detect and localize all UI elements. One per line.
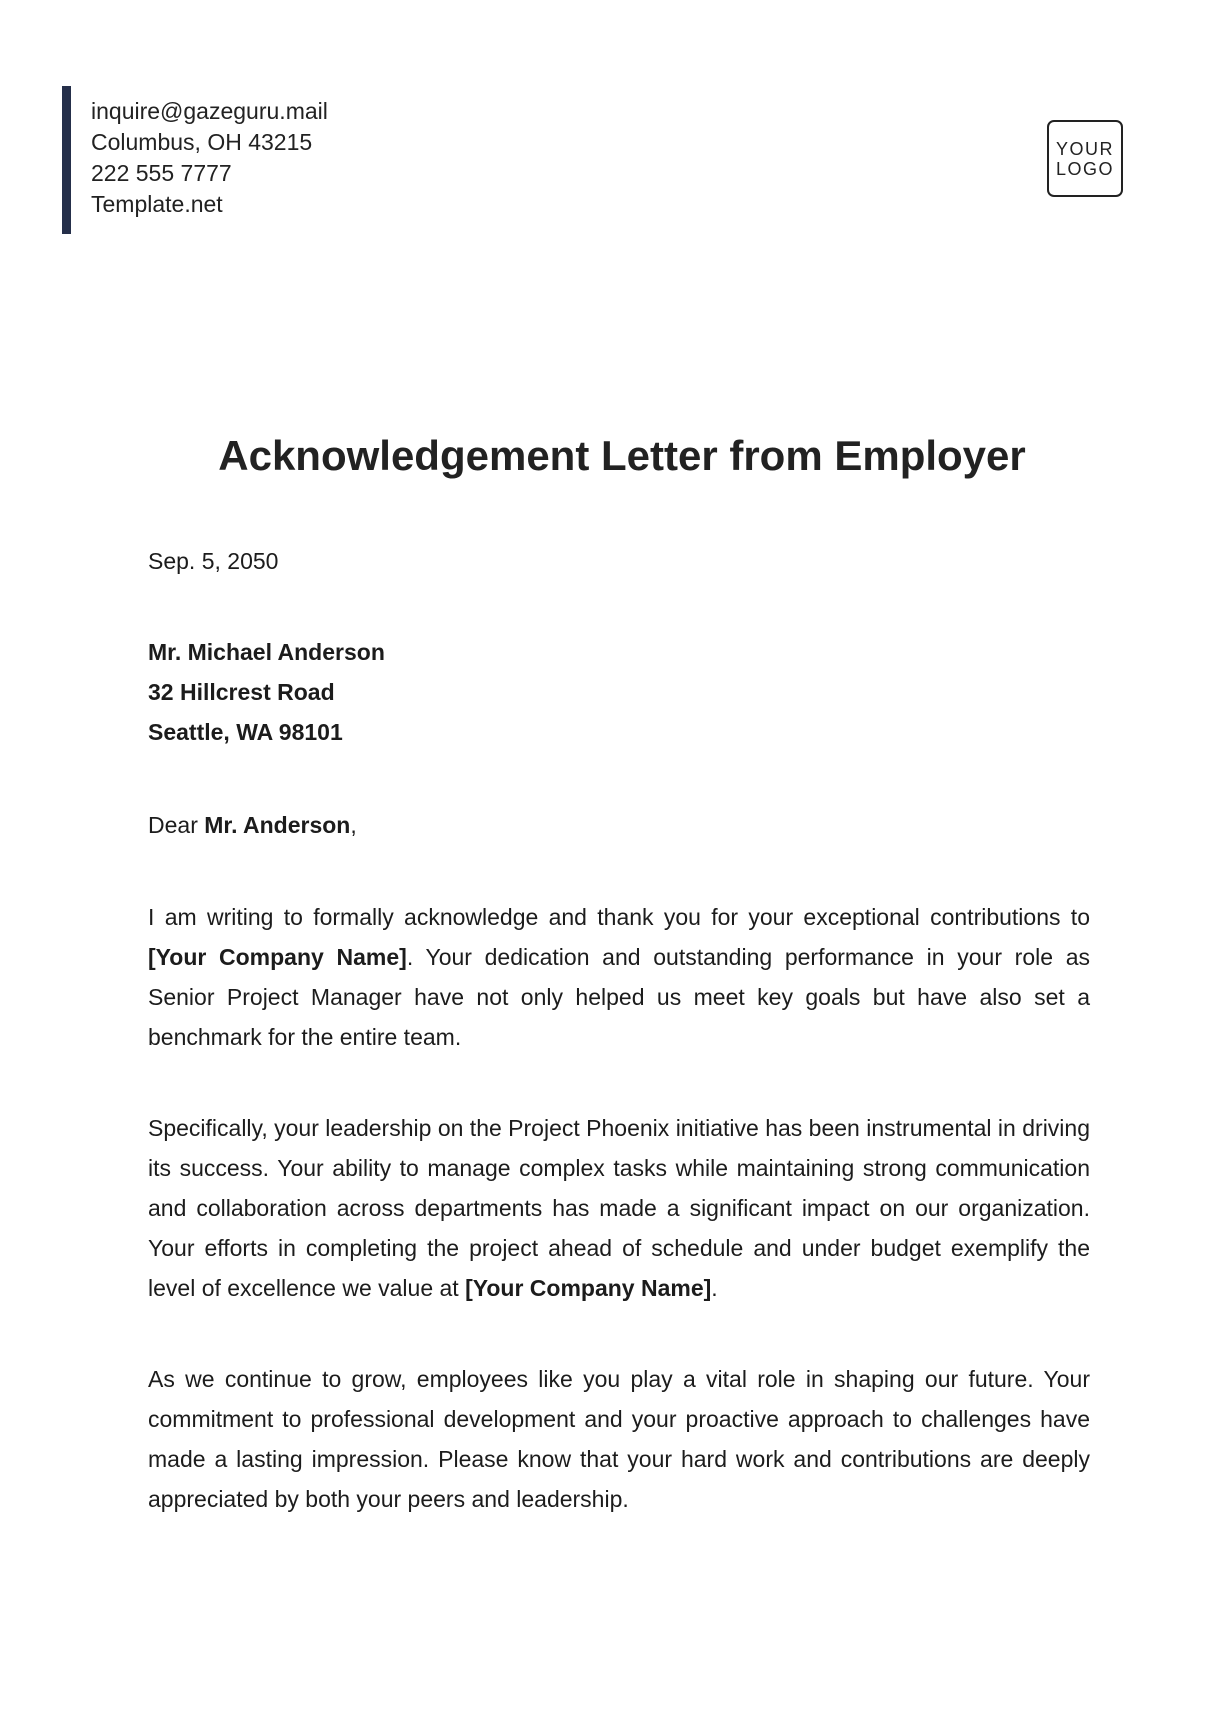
contact-phone: 222 555 7777 bbox=[91, 160, 232, 186]
company-name-placeholder: [Your Company Name] bbox=[148, 944, 407, 970]
paragraph-1 bbox=[148, 897, 1090, 1057]
paragraph-3-text: As we continue to grow, employees like you play a vital role in shaping our future. Your commitment to professional development and your proactive approach to challenges have made a lasting impression. Please know that your hard work and contributions are deeply appreciated by both your peers and leadership. bbox=[148, 1366, 1090, 1512]
letter-date: Sep. 5, 2050 bbox=[148, 548, 279, 574]
letter-title: Acknowledgement Letter from Employer bbox=[218, 432, 1026, 479]
salutation-suffix: , bbox=[350, 812, 357, 838]
company-name-placeholder: [Your Company Name] bbox=[465, 1275, 712, 1301]
contact-email[interactable]: inquire@gazeguru.mail bbox=[91, 98, 328, 124]
paragraph-1-intro: I am writing to formally acknowledge and thank you for your exceptional contributions to bbox=[148, 904, 1090, 930]
recipient-street: 32 Hillcrest Road bbox=[148, 679, 335, 705]
contact-address: Columbus, OH 43215 bbox=[91, 129, 313, 155]
paragraph-3 bbox=[148, 1359, 1090, 1519]
paragraph-2-text: Specifically, your leadership on the Project Phoenix initiative has been instrumental in driving its success. Your ability to manage complex tasks while maintaining strong communication and collaboration across departments has made a significant impact on our organization. Your efforts in completing the project ahead of schedule and under budget exemplify the level of excellence we value at bbox=[148, 1115, 1090, 1301]
salutation-name: Mr. Anderson bbox=[204, 812, 351, 838]
logo-placeholder bbox=[1047, 120, 1123, 197]
logo-text-line1: YOUR bbox=[1055, 138, 1114, 159]
salutation-prefix: Dear bbox=[148, 812, 205, 838]
paragraph-1-rest: . Your dedication and outstanding performance in your role as Senior Project Manager have not only helped us meet key goals but have also set a benchmark for the entire team. bbox=[148, 944, 1090, 1050]
paragraph-2 bbox=[148, 1108, 1090, 1308]
contact-info bbox=[91, 96, 328, 220]
header-accent-bar bbox=[62, 86, 71, 234]
recipient-name: Mr. Michael Anderson bbox=[148, 639, 385, 665]
logo-text-line2: LOGO bbox=[1055, 158, 1114, 179]
salutation bbox=[148, 805, 1090, 845]
recipient-city: Seattle, WA 98101 bbox=[148, 719, 343, 745]
recipient-block bbox=[148, 632, 1090, 752]
contact-website[interactable]: Template.net bbox=[91, 191, 223, 217]
paragraph-2-end: . bbox=[711, 1275, 718, 1301]
